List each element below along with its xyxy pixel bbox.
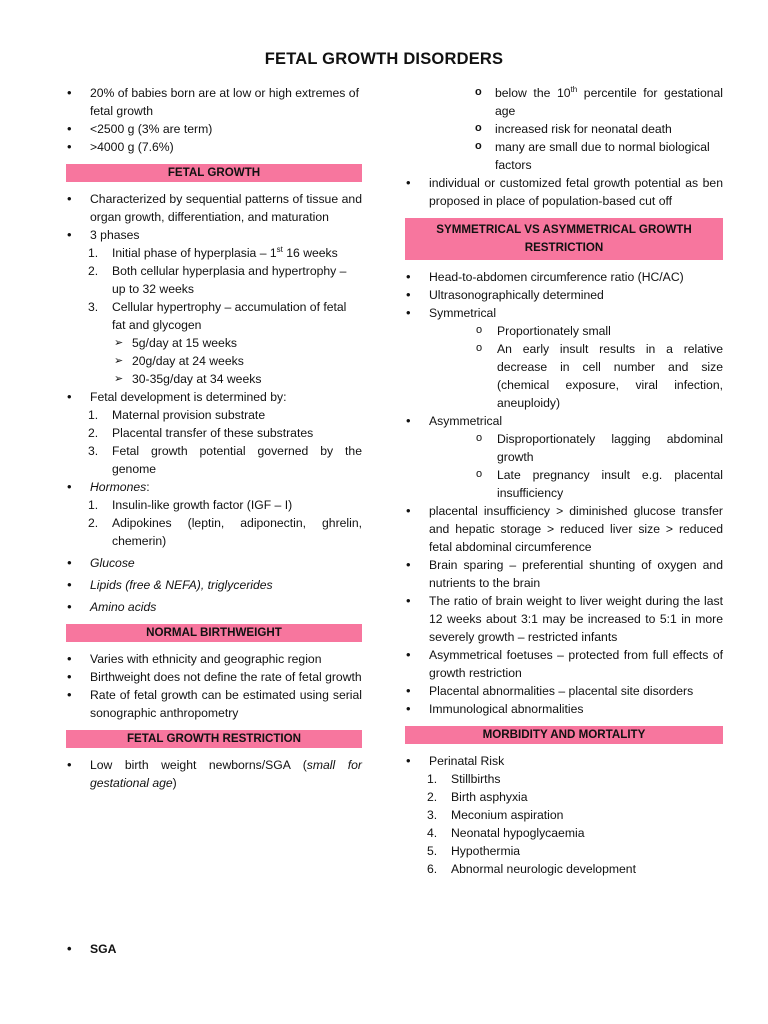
bullet-item: • Rate of fetal growth can be estimated using serial sonographic anthropometry [66,686,362,722]
arrow-item: ➢ 20g/day at 24 weeks [66,352,362,370]
phase-text: Cellular hypertrophy – accumulation of fetal fat and glycogen [112,300,347,332]
numbered-item [405,824,723,842]
numbered-item [66,244,362,262]
sub-bullet-item: o An early insult results in a relative decrease in cell number and size (chemical exposure, viral infection, aneuploidy) [405,340,723,412]
list-number: 1. [88,246,99,260]
bullet-item: • Amino acids [66,598,362,616]
list-number: 5. [427,844,438,858]
numbered-item [66,298,362,334]
list-number: 2. [88,516,99,530]
numbered-item [405,770,723,788]
numbered-item [405,788,723,806]
lbw-text: Low birth weight newborns/SGA ( [90,758,307,772]
section-header-symmetrical-vs-asymmetrical: SYMMETRICAL VS ASYMMETRICAL GROWTH RESTRICTION [405,218,723,260]
section-header-fetal-growth: FETAL GROWTH [66,164,362,182]
bullet-item: • <2500 g (3% are term) [66,120,362,138]
bullet-item: • 3 phases [66,226,362,244]
risk-text: Stillbirths [451,772,501,786]
list-number: 6. [427,862,438,876]
numbered-item [66,496,362,514]
phase-text: Initial phase of hyperplasia – 1 [112,246,277,260]
numbered-item [66,514,362,550]
section-header-fetal-growth-restriction: FETAL GROWTH RESTRICTION [66,730,362,748]
numbered-item [66,424,362,442]
list-number: 2. [427,790,438,804]
risk-text: Hypothermia [451,844,521,858]
bullet-item [66,756,362,792]
numbered-item [66,406,362,424]
bullet-item: • Immunological abnormalities [405,700,723,718]
numbered-item [405,860,723,878]
phase-text: Both cellular hyperplasia and hypertrophy – up to 32 weeks [112,264,347,296]
superscript: th [570,84,578,94]
bullet-item: • Asymmetrical [405,412,723,430]
superscript: st [276,244,283,254]
bullet-item: • Characterized by sequential patterns of tissue and organ growth, differentiation, and maturation [66,190,362,226]
list-number: 1. [427,772,438,786]
bullet-item: • Head-to-abdomen circumference ratio (HC/AC) [405,268,723,286]
bullet-item: • Varies with ethnicity and geographic region [66,650,362,668]
list-number: 3. [427,808,438,822]
list-number: 3. [88,444,99,458]
bullet-item: • The ratio of brain weight to liver weight during the last 12 weeks about 3:1 may be increased to 5:1 in more severely growth – restricted infants [405,592,723,646]
bullet-item: • Perinatal Risk [405,752,723,770]
sub-bullet-item: o increased risk for neonatal death [405,120,723,138]
sga-text: below the 10 [495,86,571,100]
bullet-item: • Asymmetrical foetuses – protected from full effects of growth restriction [405,646,723,682]
hormone-text: Insulin-like growth factor (IGF – I) [112,498,293,512]
bullet-item: • >4000 g (7.6%) [66,138,362,156]
list-number: 2. [88,426,99,440]
numbered-item [66,442,362,478]
hormones-colon: : [146,480,150,494]
list-number: 1. [88,498,99,512]
sub-bullet-item: o Proportionately small [405,322,723,340]
section-header-normal-birthweight: NORMAL BIRTHWEIGHT [66,624,362,642]
bullet-item: • Ultrasonographically determined [405,286,723,304]
sub-bullet-item [405,84,723,120]
list-number: 4. [427,826,438,840]
determinant-text: Fetal growth potential governed by the genome [112,444,362,476]
determinant-text: Maternal provision substrate [112,408,266,422]
bullet-item: • Placental abnormalities – placental site disorders [405,682,723,700]
determinant-text: Placental transfer of these substrates [112,426,314,440]
sga-text: percentile for gestational age [495,86,723,118]
right-column [405,84,723,878]
bullet-item: • Birthweight does not define the rate of fetal growth [66,668,362,686]
bullet-item-sga: • SGA [66,940,362,958]
risk-text: Meconium aspiration [451,808,564,822]
left-column [66,84,362,956]
bullet-item: • Symmetrical [405,304,723,322]
hormone-text: Adipokines (leptin, adiponectin, ghrelin, chemerin) [112,516,362,548]
risk-text: Neonatal hypoglycaemia [451,826,585,840]
bullet-item: • Lipids (free & NEFA), triglycerides [66,576,362,594]
bullet-item [66,478,362,496]
list-number: 2. [88,264,99,278]
sub-bullet-item: o many are small due to normal biological factors [405,138,723,174]
numbered-item [405,806,723,824]
bullet-item: • Glucose [66,554,362,572]
risk-text: Birth asphyxia [451,790,528,804]
arrow-item: ➢ 5g/day at 15 weeks [66,334,362,352]
arrow-item: ➢ 30-35g/day at 34 weeks [66,370,362,388]
bullet-item: • 20% of babies born are at low or high extremes of fetal growth [66,84,362,120]
page-title: FETAL GROWTH DISORDERS [264,50,504,68]
bullet-item: • placental insufficiency > diminished glucose transfer and hepatic storage > reduced liver size > reduced fetal abdominal circumference [405,502,723,556]
list-number: 3. [88,300,99,314]
bullet-item: • individual or customized fetal growth potential as ben proposed in place of population-based cut off [405,174,723,210]
list-number: 1. [88,408,99,422]
lbw-text: ) [172,776,177,790]
sub-bullet-item: o Late pregnancy insult e.g. placental insufficiency [405,466,723,502]
numbered-item [66,262,362,298]
bullet-item: • Brain sparing – preferential shunting of oxygen and nutrients to the brain [405,556,723,592]
section-header-morbidity-and-mortality: MORBIDITY AND MORTALITY [405,726,723,744]
numbered-item [405,842,723,860]
hormones-label: Hormones [90,480,147,494]
sub-bullet-item: o Disproportionately lagging abdominal growth [405,430,723,466]
risk-text: Abnormal neurologic development [451,862,636,876]
lbw-italic: small for gestational age [90,758,362,790]
bullet-item: • Fetal development is determined by: [66,388,362,406]
phase-text: 16 weeks [282,246,338,260]
